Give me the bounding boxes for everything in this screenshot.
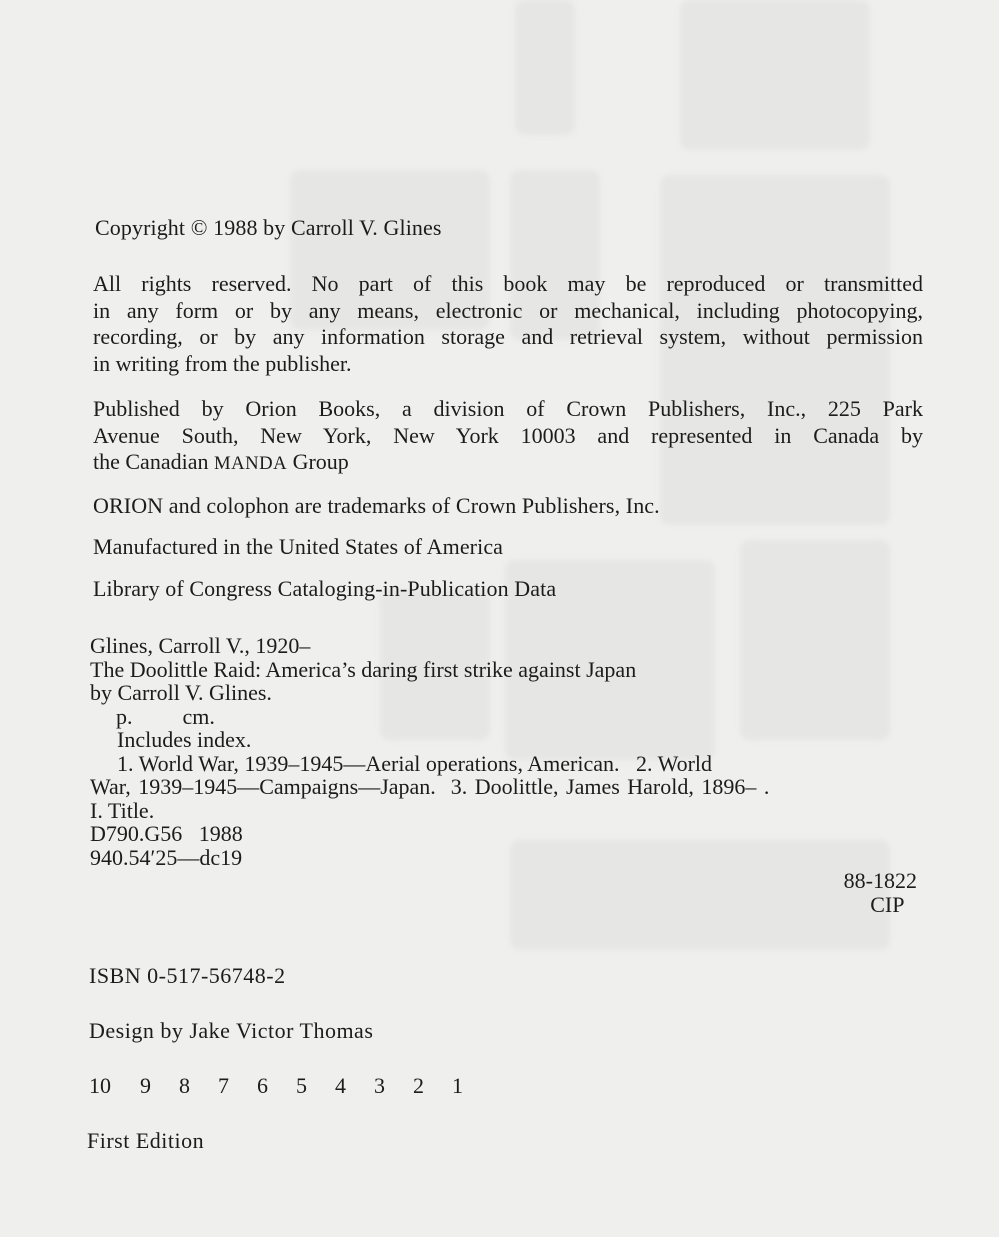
printing-number: 9 — [140, 1073, 151, 1098]
publisher-line: Published by Orion Books, a division of Crown Publishers, Inc., 225 Park — [93, 396, 923, 421]
rights-line: All rights reserved. No part of this book may be reproduced or transmitted — [93, 271, 923, 296]
cip-index: Includes index. — [117, 727, 252, 752]
printing-number: 7 — [218, 1073, 229, 1098]
printing-number: 8 — [179, 1073, 190, 1098]
printing-number: 6 — [257, 1073, 268, 1098]
publisher-line-text: the Canadian — [93, 449, 214, 474]
printing-number: 10 — [89, 1073, 111, 1098]
cip-heading: Library of Congress Cataloging-in-Publication Data — [93, 576, 557, 601]
cip-byline: by Carroll V. Glines. — [90, 680, 272, 705]
cip-lccn: 88-1822 — [843, 868, 917, 893]
manda-smallcaps: MANDA — [213, 453, 288, 474]
copyright-notice: Copyright © 1988 by Carroll V. Glines — [95, 215, 442, 240]
publisher-line — [93, 449, 923, 478]
printing-line — [89, 1073, 491, 1099]
printing-number: 3 — [374, 1073, 385, 1098]
printing-number: 2 — [413, 1073, 424, 1098]
cip-subjects-3: I. Title. — [90, 797, 155, 823]
cip-title: The Doolittle Raid: America’s daring first strike against Japan — [90, 656, 637, 682]
cip-dewey: 940.54′25—dc19 — [90, 844, 243, 870]
printing-number: 1 — [452, 1073, 463, 1098]
publisher-paragraph — [93, 396, 923, 478]
trademark-notice: ORION and colophon are trademarks of Crown Publishers, Inc. — [93, 493, 660, 518]
rights-line: in writing from the publisher. — [93, 350, 352, 376]
cip-subjects-2: War, 1939–1945—Campaigns—Japan. 3. Doolittle, James Harold, 1896– . — [90, 774, 770, 799]
cip-right-column — [844, 869, 917, 916]
cip-subjects-1: 1. World War, 1939–1945—Aerial operations, American. 2. World — [117, 750, 713, 776]
cip-block — [90, 634, 769, 869]
cip-author: Glines, Carroll V., 1920– — [90, 633, 311, 658]
rights-line: in any form or by any means, electronic or mechanical, including photocopying, — [93, 297, 923, 323]
design-credit: Design by Jake Victor Thomas — [89, 1018, 374, 1043]
publisher-line-text: Group — [287, 449, 349, 474]
publisher-line: Avenue South, New York, New York 10003 and represented in Canada by — [93, 422, 923, 448]
cip-mark: CIP — [870, 891, 905, 917]
printing-number: 5 — [296, 1073, 307, 1098]
rights-reserved-paragraph — [93, 271, 923, 377]
manufactured-notice: Manufactured in the United States of America — [93, 534, 504, 559]
printing-number: 4 — [335, 1073, 346, 1098]
cip-cm: cm. — [182, 703, 215, 729]
isbn: ISBN 0-517-56748-2 — [89, 963, 286, 988]
rights-line: recording, or by any information storage and retrieval system, without permission — [93, 324, 923, 349]
cip-physical — [90, 705, 769, 729]
cip-lc-class: D790.G56 1988 — [90, 821, 243, 846]
edition: First Edition — [87, 1128, 205, 1153]
cip-pages: p. — [116, 703, 133, 729]
